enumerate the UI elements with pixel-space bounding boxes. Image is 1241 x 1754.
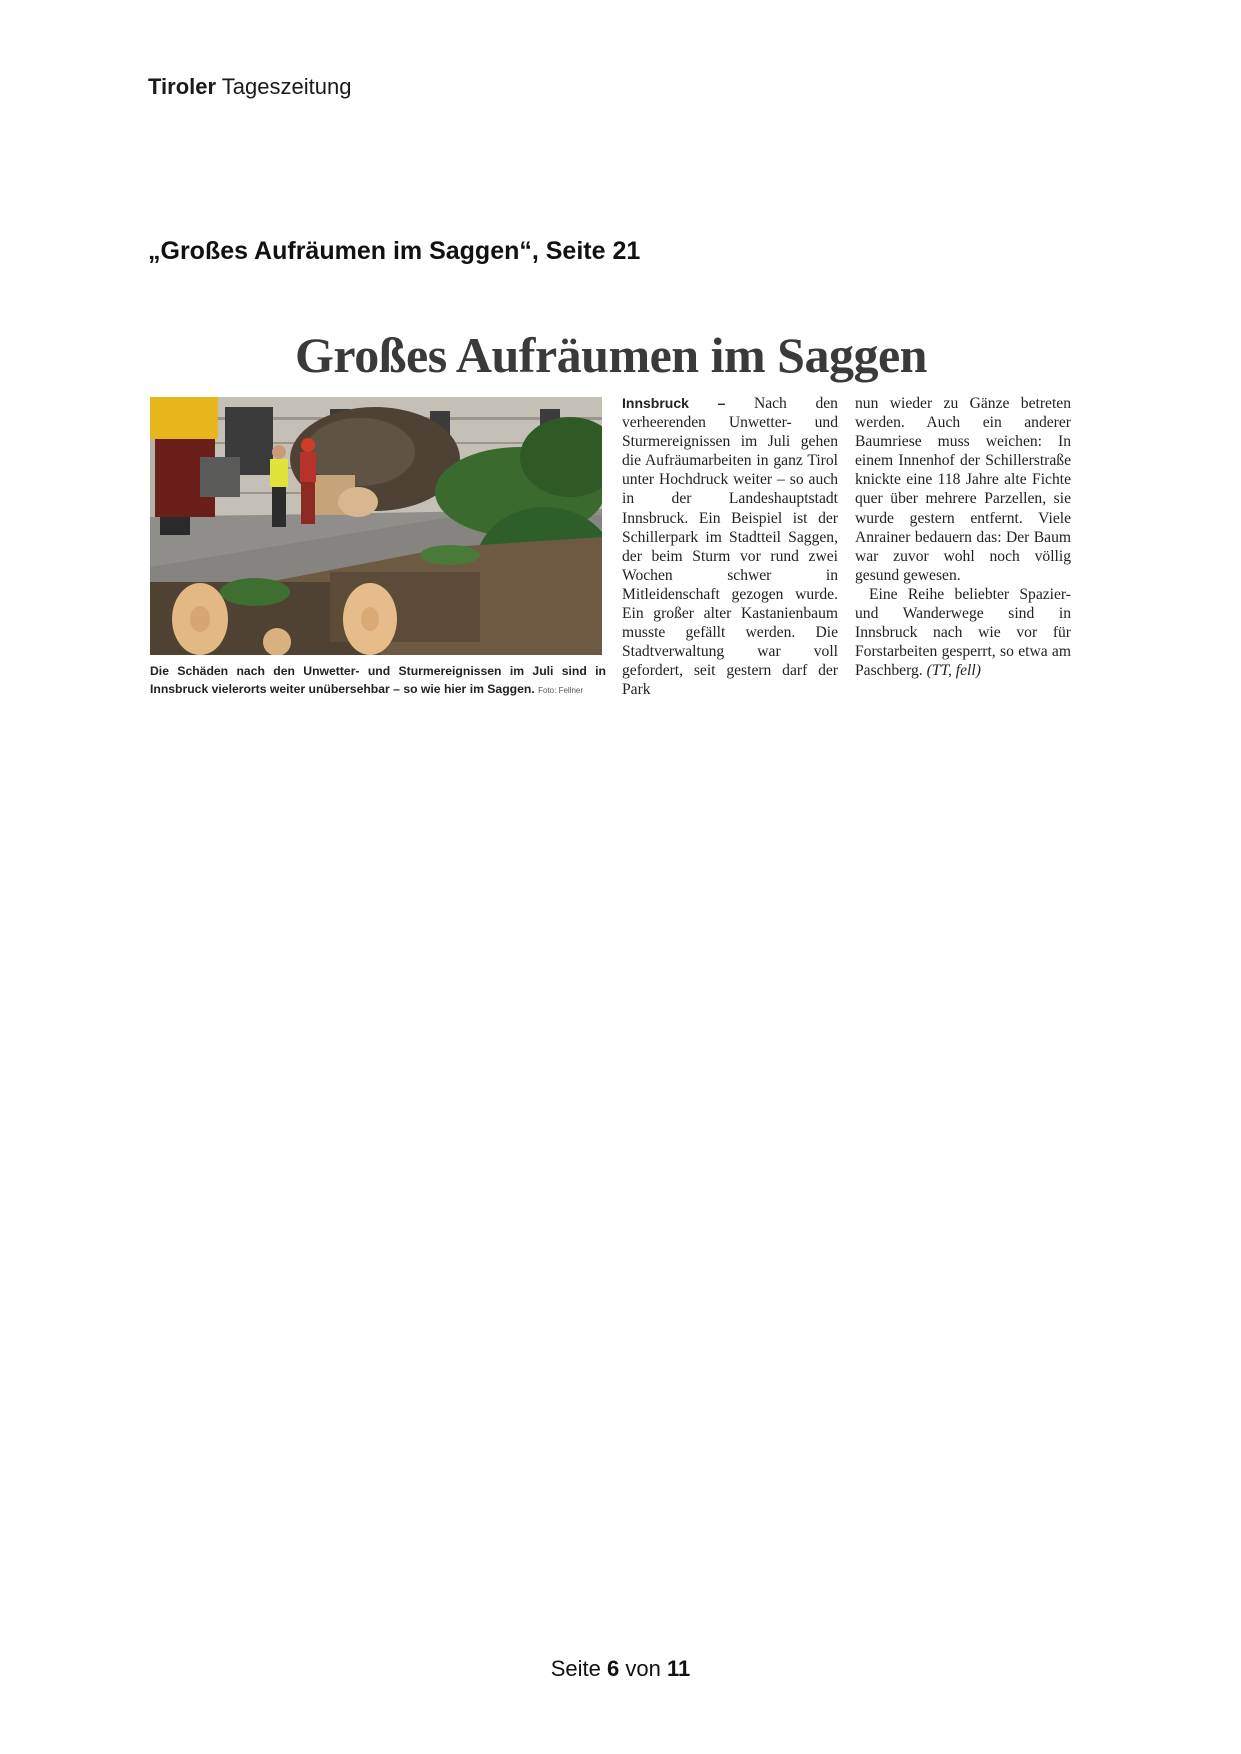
photo-credit: Foto: Fellner <box>538 686 584 695</box>
article-column-2 <box>855 394 1071 680</box>
photo-caption-text: Die Schäden nach den Unwetter- und Sturmereignissen im Juli sind in Innsbruck vielerorts weiter unübersehbar – so wie hier im Saggen. <box>150 664 606 696</box>
article-byline: (TT, fell) <box>926 662 981 680</box>
newspaper-clipping <box>148 320 1074 712</box>
page-footer <box>0 1656 1241 1682</box>
footer-page-number: 6 <box>607 1656 620 1681</box>
footer-middle: von <box>625 1656 661 1681</box>
article-paragraph-1 <box>622 394 838 700</box>
article-paragraph-3-text: Eine Reihe beliebter Spazier- und Wanderwege sind in Innsbruck nach wie vor für Forstarbeiten gesperrt, so etwa am Paschberg. <box>855 585 1071 680</box>
article-photo <box>150 397 602 655</box>
article-paragraph-3 <box>855 585 1071 680</box>
footer-total-pages: 11 <box>667 1656 691 1681</box>
article-column1-text: Nach den verheerenden Unwetter- und Sturmereignissen im Juli gehen die Aufräumarbeiten in ganz Tirol unter Hochdruck weiter – so auch in der Landeshauptstadt Innsbruck. Ein Beispiel ist der Schillerpark im Stadtteil Saggen, der beim Sturm vor rund zwei Wochen schwer in Mitleidenschaft gezogen wurde. Ein großer alter Kastanienbaum musste gefällt werden. Die Stadtverwaltung war voll gefordert, seit gestern darf der Park <box>622 395 838 699</box>
document-title: „Großes Aufräumen im Saggen“, Seite 21 <box>148 237 641 265</box>
masthead-brand-bold: Tiroler <box>148 74 217 99</box>
article-dateline: Innsbruck – <box>622 395 726 411</box>
article-column-1 <box>622 394 838 700</box>
footer-prefix: Seite <box>550 1656 601 1681</box>
article-paragraph-2: nun wieder zu Gänze betreten werden. Auch ein anderer Baumriese muss weichen: In einem Innenhof der Schillerstraße knickte eine 118 Jahre alte Fichte quer über mehrere Parzellen, sie wurde gestern entfernt. Viele Anrainer bedauern das: Der Baum war zuvor wohl noch völlig gesund gewesen. <box>855 395 1071 584</box>
article-headline: Großes Aufräumen im Saggen <box>295 327 927 383</box>
masthead <box>148 74 351 100</box>
photo-caption <box>150 662 606 700</box>
masthead-brand-rest: Tageszeitung <box>221 74 352 99</box>
